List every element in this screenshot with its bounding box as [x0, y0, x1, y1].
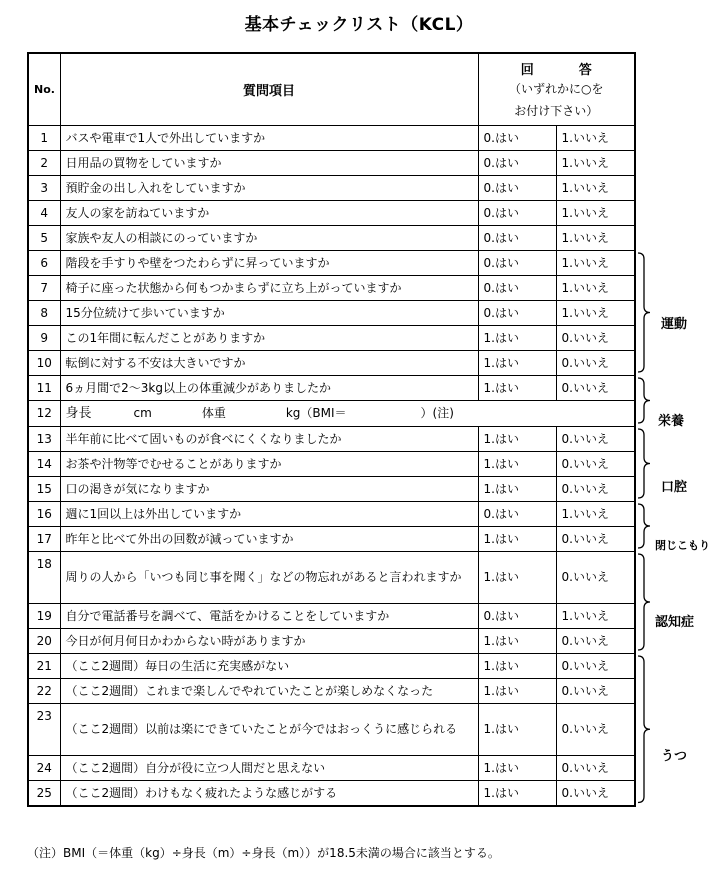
page-title: 基本チェックリスト（KCL）: [244, 15, 474, 35]
answer-option-yes[interactable]: 0.はい: [478, 250, 556, 275]
answer-option-no[interactable]: 0.いいえ: [556, 653, 635, 678]
answer-option-yes[interactable]: 0.はい: [478, 175, 556, 200]
question-text: 転倒に対する不安は大きいですか: [60, 350, 478, 375]
header-no: No.: [28, 53, 60, 125]
answer-option-no[interactable]: 0.いいえ: [556, 755, 635, 780]
row-number: 13: [28, 426, 60, 451]
row-number: 23: [28, 703, 60, 755]
answer-option-no[interactable]: 1.いいえ: [556, 501, 635, 526]
answer-option-yes[interactable]: 0.はい: [478, 603, 556, 628]
answer-option-yes[interactable]: 1.はい: [478, 426, 556, 451]
row-number: 21: [28, 653, 60, 678]
answer-option-yes[interactable]: 0.はい: [478, 225, 556, 250]
answer-option-yes[interactable]: 1.はい: [478, 325, 556, 350]
row-number: 4: [28, 200, 60, 225]
answer-option-no[interactable]: 1.いいえ: [556, 250, 635, 275]
brace-depression: [638, 656, 650, 803]
header-answer-note-1: （いずれかに○を: [509, 82, 604, 97]
question-text: 階段を手すりや壁をつたわらずに昇っていますか: [60, 250, 478, 275]
question-text: （ここ2週間）わけもなく疲れたような感じがする: [60, 780, 478, 806]
answer-option-no[interactable]: 1.いいえ: [556, 200, 635, 225]
answer-option-no[interactable]: 1.いいえ: [556, 603, 635, 628]
category-label-motor: 運動: [661, 317, 688, 332]
row-number: 25: [28, 780, 60, 806]
answer-option-no[interactable]: 0.いいえ: [556, 628, 635, 653]
question-text: 15分位続けて歩いていますか: [60, 300, 478, 325]
category-label-oral: 口腔: [661, 480, 688, 495]
answer-option-yes[interactable]: 0.はい: [478, 501, 556, 526]
row-number: 2: [28, 150, 60, 175]
bmi-kg-unit: kg（BMI＝: [285, 405, 347, 420]
brace-nutrition: [638, 378, 650, 423]
answer-option-no[interactable]: 0.いいえ: [556, 526, 635, 551]
answer-option-no[interactable]: 0.いいえ: [556, 780, 635, 806]
answer-option-no[interactable]: 0.いいえ: [556, 451, 635, 476]
answer-option-no[interactable]: 1.いいえ: [556, 300, 635, 325]
answer-option-no[interactable]: 0.いいえ: [556, 678, 635, 703]
answer-option-yes[interactable]: 0.はい: [478, 150, 556, 175]
question-text: 家族や友人の相談にのっていますか: [60, 225, 478, 250]
row-number: 11: [28, 375, 60, 400]
question-text: 半年前に比べて固いものが食べにくくなりましたか: [60, 426, 478, 451]
answer-option-no[interactable]: 0.いいえ: [556, 551, 635, 603]
answer-option-yes[interactable]: 0.はい: [478, 275, 556, 300]
bmi-note-ref: ）(注): [420, 405, 454, 420]
question-text: （ここ2週間）毎日の生活に充実感がない: [60, 653, 478, 678]
answer-option-no[interactable]: 1.いいえ: [556, 275, 635, 300]
answer-option-no[interactable]: 1.いいえ: [556, 150, 635, 175]
question-text: 口の渇きが気になりますか: [60, 476, 478, 501]
question-text: 自分で電話番号を調べて、電話をかけることをしていますか: [60, 603, 478, 628]
brace-cognitive: [638, 554, 650, 650]
row-number: 14: [28, 451, 60, 476]
row-number: 18: [28, 551, 60, 603]
answer-option-yes[interactable]: 1.はい: [478, 375, 556, 400]
question-text: 周りの人から「いつも同じ事を聞く」などの物忘れがあると言われますか: [60, 551, 478, 603]
question-text: バスや電車で1人で外出していますか: [60, 125, 478, 150]
answer-option-no[interactable]: 0.いいえ: [556, 325, 635, 350]
answer-option-yes[interactable]: 1.はい: [478, 526, 556, 551]
row-number: 9: [28, 325, 60, 350]
answer-option-yes[interactable]: 1.はい: [478, 628, 556, 653]
answer-option-yes[interactable]: 1.はい: [478, 451, 556, 476]
footnote: （注）BMI（＝体重（kg）÷身長（m）÷身長（m））が18.5未満の場合に該当とする。: [27, 846, 500, 860]
answer-option-no[interactable]: 1.いいえ: [556, 225, 635, 250]
row-number: 6: [28, 250, 60, 275]
row-number: 7: [28, 275, 60, 300]
header-answer-title: 回 答: [520, 63, 608, 79]
header-question: 質問項目: [60, 53, 478, 125]
question-text: 友人の家を訪ねていますか: [60, 200, 478, 225]
question-text: お茶や汁物等でむせることがありますか: [60, 451, 478, 476]
answer-option-yes[interactable]: 1.はい: [478, 551, 556, 603]
brace-oral: [638, 429, 650, 498]
row-number: 19: [28, 603, 60, 628]
category-label-withdrawal: 閉じこもり: [655, 539, 710, 552]
question-text: 椅子に座った状態から何もつかまらずに立ち上がっていますか: [60, 275, 478, 300]
answer-option-yes[interactable]: 0.はい: [478, 125, 556, 150]
answer-option-yes[interactable]: 1.はい: [478, 476, 556, 501]
row-number: 1: [28, 125, 60, 150]
answer-option-yes[interactable]: 1.はい: [478, 653, 556, 678]
brace-withdrawal: [638, 504, 650, 548]
answer-option-yes[interactable]: 0.はい: [478, 200, 556, 225]
question-text: 6ヵ月間で2～3kg以上の体重減少がありましたか: [60, 375, 478, 400]
question-text: この1年間に転んだことがありますか: [60, 325, 478, 350]
bmi-cm-unit: cm: [133, 405, 152, 420]
question-text: 今日が何月何日かわからない時がありますか: [60, 628, 478, 653]
row-number: 17: [28, 526, 60, 551]
question-text: 預貯金の出し入れをしていますか: [60, 175, 478, 200]
row-number: 5: [28, 225, 60, 250]
question-text: （ここ2週間）これまで楽しんでやれていたことが楽しめなくなった: [60, 678, 478, 703]
question-text: 週に1回以上は外出していますか: [60, 501, 478, 526]
bmi-height-label: 身長: [65, 405, 92, 421]
question-text: （ここ2週間）自分が役に立つ人間だと思えない: [60, 755, 478, 780]
bmi-weight-label: 体重: [201, 405, 226, 420]
row-number: 8: [28, 300, 60, 325]
row-number: 3: [28, 175, 60, 200]
answer-option-yes[interactable]: 1.はい: [478, 703, 556, 755]
answer-option-no[interactable]: 1.いいえ: [556, 125, 635, 150]
category-label-nutrition: 栄養: [658, 414, 685, 429]
answer-option-yes[interactable]: 0.はい: [478, 300, 556, 325]
category-label-depression: うつ: [661, 749, 688, 764]
answer-option-no[interactable]: 0.いいえ: [556, 703, 635, 755]
answer-option-yes[interactable]: 1.はい: [478, 350, 556, 375]
answer-option-yes[interactable]: 1.はい: [478, 678, 556, 703]
answer-option-no[interactable]: 0.いいえ: [556, 476, 635, 501]
question-text: （ここ2週間）以前は楽にできていたことが今ではおっくうに感じられる: [60, 703, 478, 755]
row-number: 24: [28, 755, 60, 780]
brace-motor: [638, 253, 650, 372]
row-number: 16: [28, 501, 60, 526]
row-number: 20: [28, 628, 60, 653]
category-label-cognitive: 認知症: [655, 615, 695, 630]
row-number: 22: [28, 678, 60, 703]
row-number: 10: [28, 350, 60, 375]
answer-option-yes[interactable]: 1.はい: [478, 780, 556, 806]
row-number: 15: [28, 476, 60, 501]
answer-option-no[interactable]: 0.いいえ: [556, 426, 635, 451]
answer-option-yes[interactable]: 1.はい: [478, 755, 556, 780]
answer-option-no[interactable]: 1.いいえ: [556, 175, 635, 200]
row-number: 12: [28, 400, 60, 426]
answer-option-no[interactable]: 0.いいえ: [556, 350, 635, 375]
question-text: 昨年と比べて外出の回数が減っていますか: [60, 526, 478, 551]
header-answer-note-2: お付け下さい）: [514, 104, 599, 119]
answer-option-no[interactable]: 0.いいえ: [556, 375, 635, 400]
question-text: 日用品の買物をしていますか: [60, 150, 478, 175]
